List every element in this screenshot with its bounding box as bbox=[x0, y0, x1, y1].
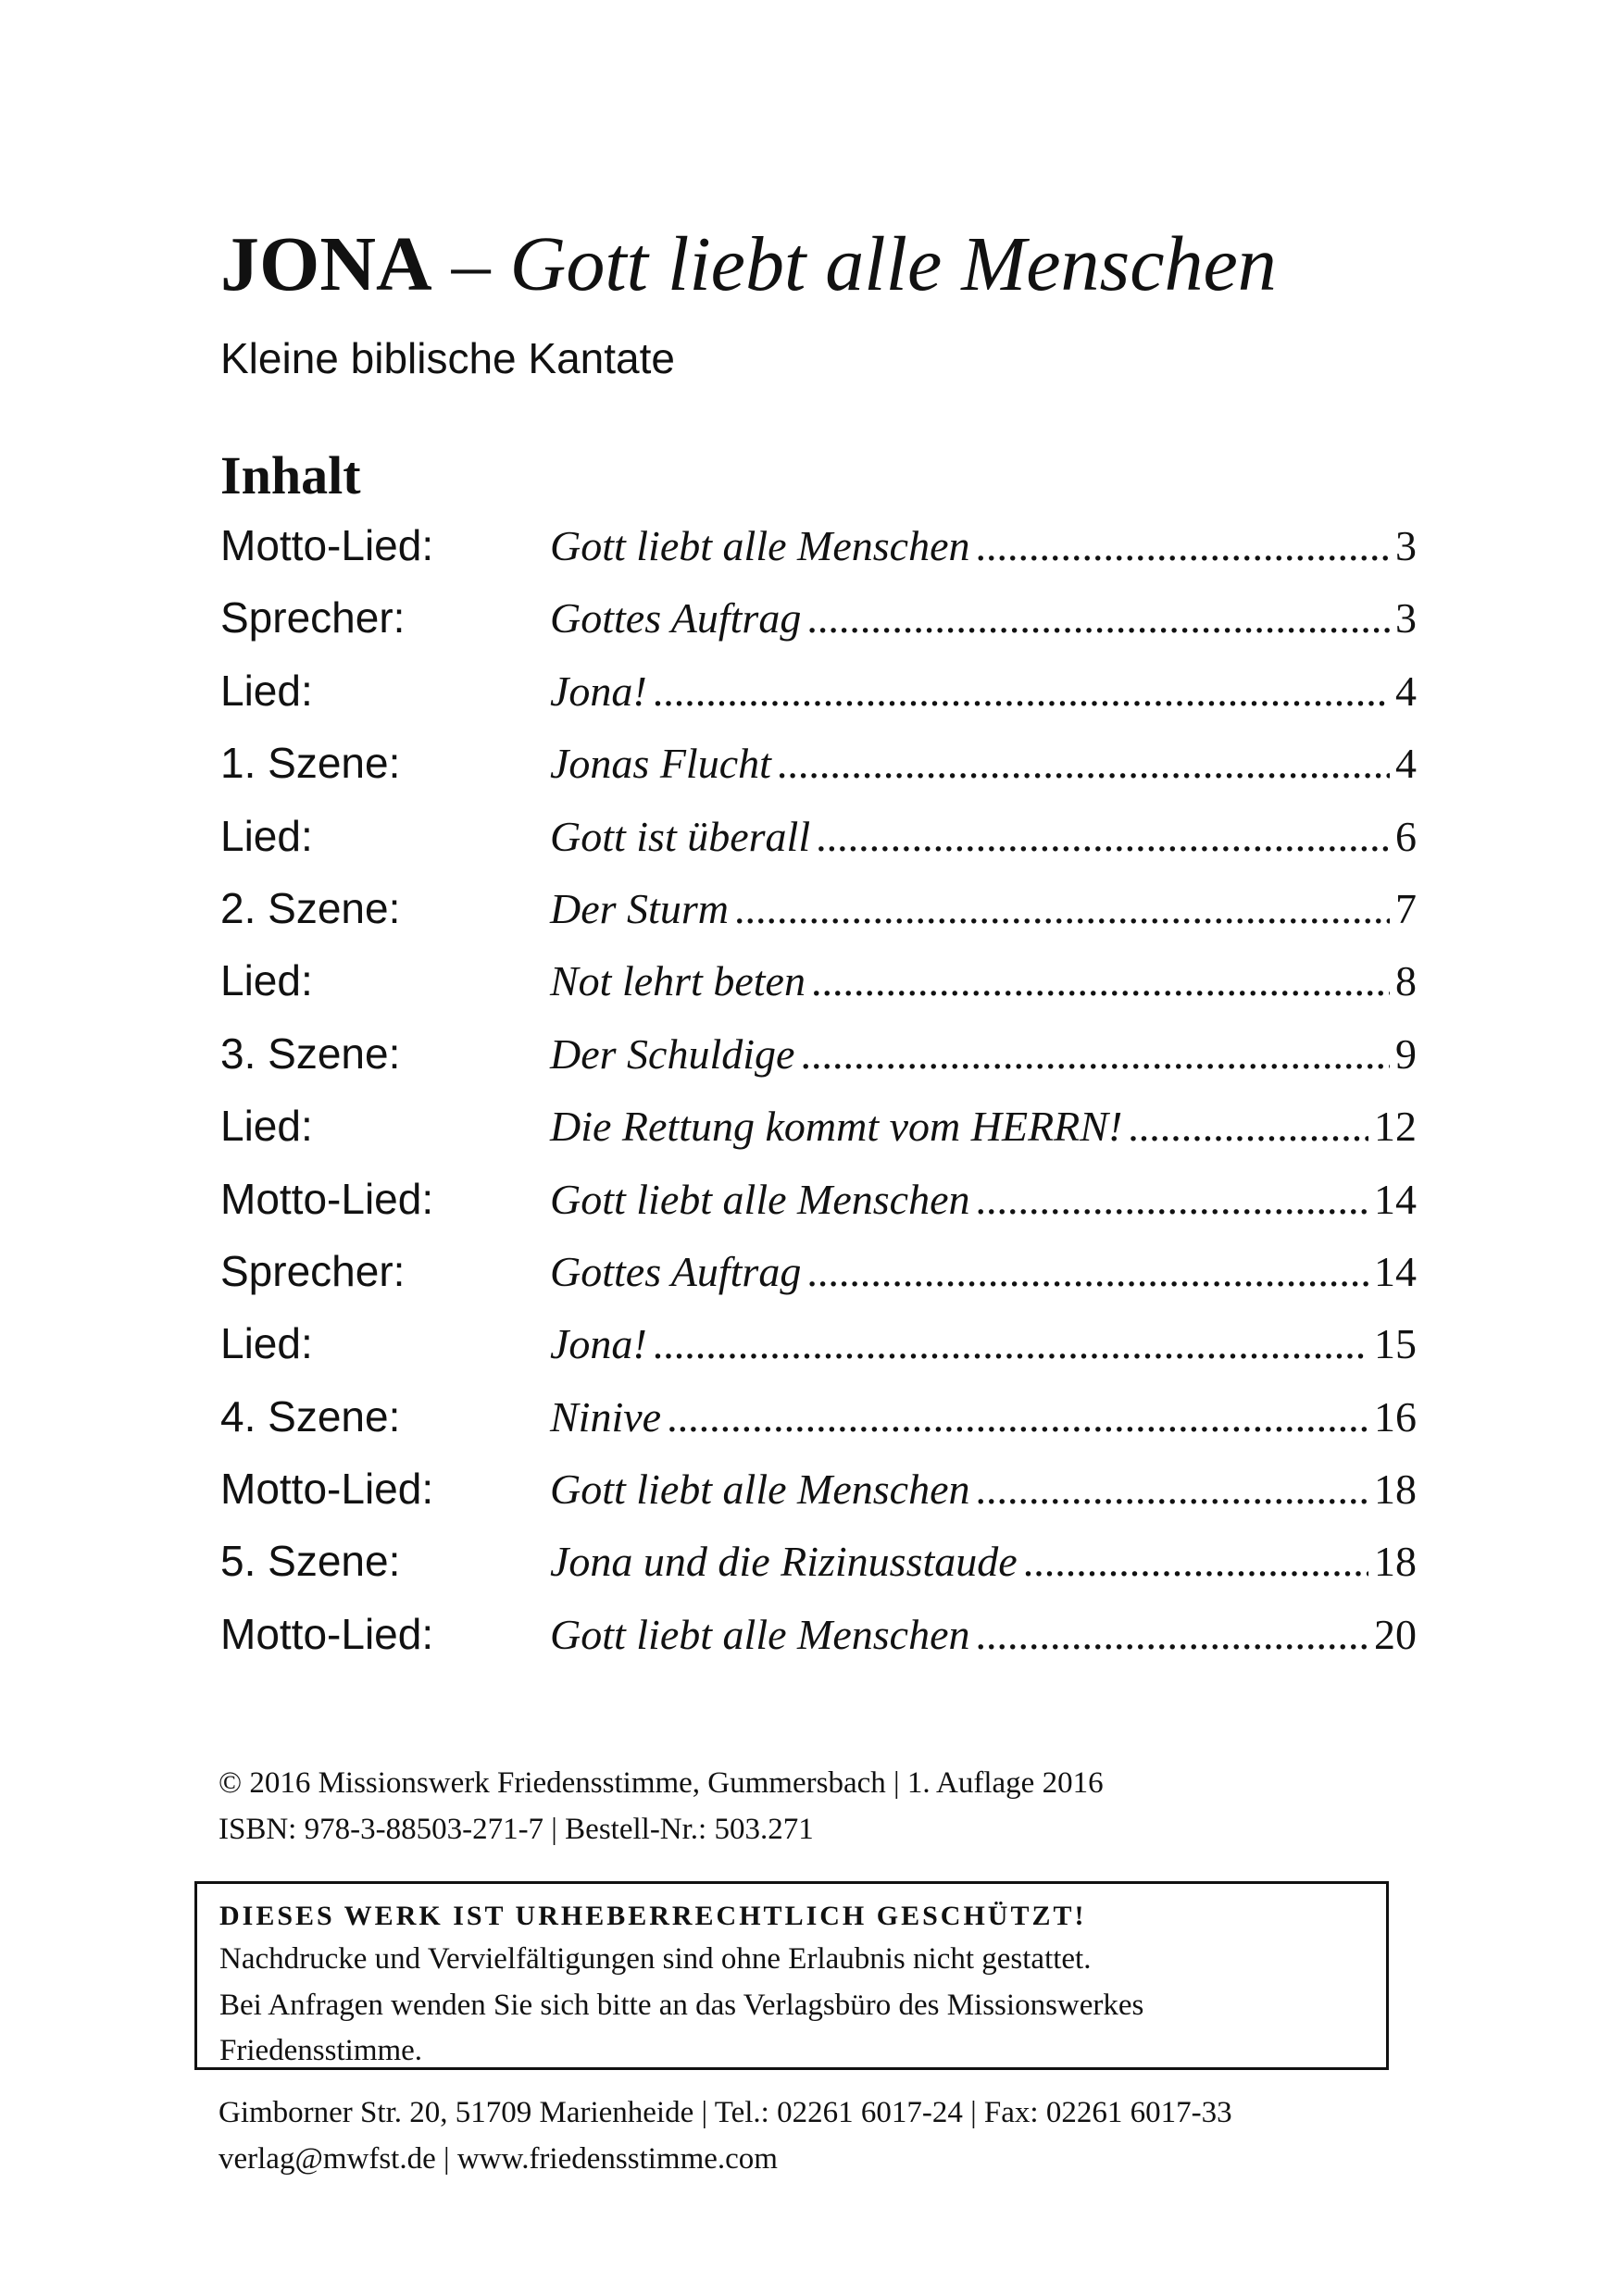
notice-heading: DIESES WERK IST URHEBERRECHTLICH GESCHÜTZT! bbox=[219, 1901, 1087, 1931]
toc-entry bbox=[220, 666, 1417, 738]
toc-entry bbox=[220, 1174, 1417, 1246]
toc-dot-leader bbox=[734, 884, 1390, 933]
toc-entry-label: Sprecher: bbox=[220, 593, 406, 642]
copyright-notice-box bbox=[194, 1881, 1389, 2070]
toc-entry-title: Der Schuldige bbox=[550, 1029, 795, 1078]
toc-dot-leader bbox=[653, 1319, 1368, 1368]
toc-entry-page: 18 bbox=[1374, 1466, 1417, 1514]
toc-entry-title: Gott ist überall bbox=[550, 812, 811, 860]
document-title bbox=[220, 222, 1277, 307]
title-separator: – bbox=[431, 221, 510, 307]
toc-dot-leader bbox=[976, 1175, 1369, 1224]
toc-entry-label: Sprecher: bbox=[220, 1246, 406, 1295]
toc-entry-label: Lied: bbox=[220, 666, 313, 715]
toc-entry-page: 20 bbox=[1374, 1610, 1417, 1658]
toc-entry-title: Gottes Auftrag bbox=[550, 1247, 802, 1295]
toc-entry-page: 4 bbox=[1395, 740, 1417, 788]
toc-entry bbox=[220, 1246, 1417, 1318]
address-line: Gimborner Str. 20, 51709 Marienheide | Tel.: 02261 6017-24 | Fax: 02261 6017-33 bbox=[219, 2096, 1232, 2129]
toc-entry-label: Lied: bbox=[220, 811, 313, 860]
toc-entry bbox=[220, 1464, 1417, 1536]
toc-entry bbox=[220, 811, 1417, 883]
notice-line: Friedensstimme. bbox=[219, 2034, 423, 2067]
toc-entry-page: 3 bbox=[1395, 594, 1417, 642]
toc-dot-leader bbox=[1023, 1537, 1368, 1586]
title-main: JONA bbox=[220, 221, 432, 307]
toc-entry-title: Gott liebt alle Menschen bbox=[550, 1466, 970, 1514]
toc-entry-title: Gott liebt alle Menschen bbox=[550, 1610, 970, 1658]
notice-line: Nachdrucke und Vervielfältigungen sind ohne Erlaubnis nicht gestattet. bbox=[219, 1942, 1092, 1976]
toc-entry-title: Ninive bbox=[550, 1392, 662, 1441]
isbn-line: ISBN: 978-3-88503-271-7 | Bestell-Nr.: 503.271 bbox=[219, 1813, 814, 1846]
toc-entry bbox=[220, 1536, 1417, 1608]
toc-entry bbox=[220, 592, 1417, 665]
toc-entry-label: 2. Szene: bbox=[220, 883, 401, 932]
toc-dot-leader bbox=[976, 521, 1391, 570]
toc-entry-label: 3. Szene: bbox=[220, 1029, 401, 1078]
toc-entry-title: Jonas Flucht bbox=[550, 740, 771, 788]
toc-entry-title: Jona! bbox=[550, 1320, 647, 1368]
toc-dot-leader bbox=[667, 1392, 1368, 1441]
toc-dot-leader bbox=[806, 1247, 1368, 1296]
toc-entry bbox=[220, 1609, 1417, 1681]
toc-entry bbox=[220, 1029, 1417, 1101]
toc-entry-label: Motto-Lied: bbox=[220, 1174, 434, 1223]
toc-heading: Inhalt bbox=[220, 445, 361, 505]
toc-entry-label: Motto-Lied: bbox=[220, 521, 434, 569]
toc-entry-page: 18 bbox=[1374, 1538, 1417, 1586]
document-subtitle: Kleine biblische Kantate bbox=[220, 334, 675, 382]
toc-dot-leader bbox=[811, 956, 1390, 1005]
toc-entry-title: Die Rettung kommt vom HERRN! bbox=[550, 1103, 1123, 1151]
toc-entry-page: 4 bbox=[1395, 667, 1417, 715]
toc-entry-title: Jona und die Rizinusstaude bbox=[550, 1538, 1018, 1586]
toc-entry-page: 14 bbox=[1374, 1247, 1417, 1295]
toc-entry bbox=[220, 1318, 1417, 1391]
toc-entry-label: Lied: bbox=[220, 956, 313, 1005]
toc-entry-page: 12 bbox=[1374, 1103, 1417, 1151]
notice-line: Bei Anfragen wenden Sie sich bitte an das Verlagsbüro des Missionswerkes bbox=[219, 1988, 1144, 2022]
toc-dot-leader bbox=[976, 1610, 1369, 1659]
toc-entry-page: 8 bbox=[1395, 957, 1417, 1005]
toc-entry bbox=[220, 520, 1417, 592]
toc-dot-leader bbox=[816, 812, 1390, 861]
toc-entry-label: Lied: bbox=[220, 1102, 313, 1151]
toc-dot-leader bbox=[800, 1029, 1390, 1079]
toc-entry-label: 1. Szene: bbox=[220, 739, 401, 788]
toc-entry-page: 16 bbox=[1374, 1392, 1417, 1441]
toc-entry-page: 9 bbox=[1395, 1029, 1417, 1078]
toc-entry-label: 4. Szene: bbox=[220, 1391, 401, 1441]
toc-entry-page: 6 bbox=[1395, 812, 1417, 860]
toc-entry-label: Lied: bbox=[220, 1319, 313, 1368]
toc-entry bbox=[220, 883, 1417, 955]
toc-entry-page: 15 bbox=[1374, 1320, 1417, 1368]
toc-dot-leader bbox=[1128, 1102, 1368, 1151]
toc-dot-leader bbox=[976, 1465, 1369, 1514]
toc-entry-title: Gott liebt alle Menschen bbox=[550, 1175, 970, 1223]
toc-entry-title: Der Sturm bbox=[550, 884, 729, 932]
toc-dot-leader bbox=[653, 667, 1390, 716]
toc-entry bbox=[220, 738, 1417, 810]
toc-entry bbox=[220, 955, 1417, 1028]
toc-dot-leader bbox=[777, 739, 1390, 788]
toc-entry bbox=[220, 1391, 1417, 1464]
table-of-contents bbox=[220, 520, 1417, 1681]
web-contact-line: verlag@mwfst.de | www.friedensstimme.com bbox=[219, 2142, 778, 2176]
toc-entry-label: Motto-Lied: bbox=[220, 1609, 434, 1658]
toc-entry-label: Motto-Lied: bbox=[220, 1465, 434, 1514]
toc-entry-page: 14 bbox=[1374, 1175, 1417, 1223]
toc-entry bbox=[220, 1101, 1417, 1173]
copyright-line: © 2016 Missionswerk Friedensstimme, Gummersbach | 1. Auflage 2016 bbox=[219, 1766, 1104, 1800]
toc-dot-leader bbox=[806, 593, 1390, 642]
title-sub: Gott liebt alle Menschen bbox=[509, 221, 1277, 307]
toc-entry-title: Gottes Auftrag bbox=[550, 594, 802, 642]
toc-entry-title: Gott liebt alle Menschen bbox=[550, 522, 970, 569]
toc-entry-page: 7 bbox=[1395, 884, 1417, 932]
toc-entry-page: 3 bbox=[1395, 522, 1417, 569]
toc-entry-title: Jona! bbox=[550, 667, 647, 715]
toc-entry-title: Not lehrt beten bbox=[550, 957, 806, 1005]
toc-entry-label: 5. Szene: bbox=[220, 1537, 401, 1586]
